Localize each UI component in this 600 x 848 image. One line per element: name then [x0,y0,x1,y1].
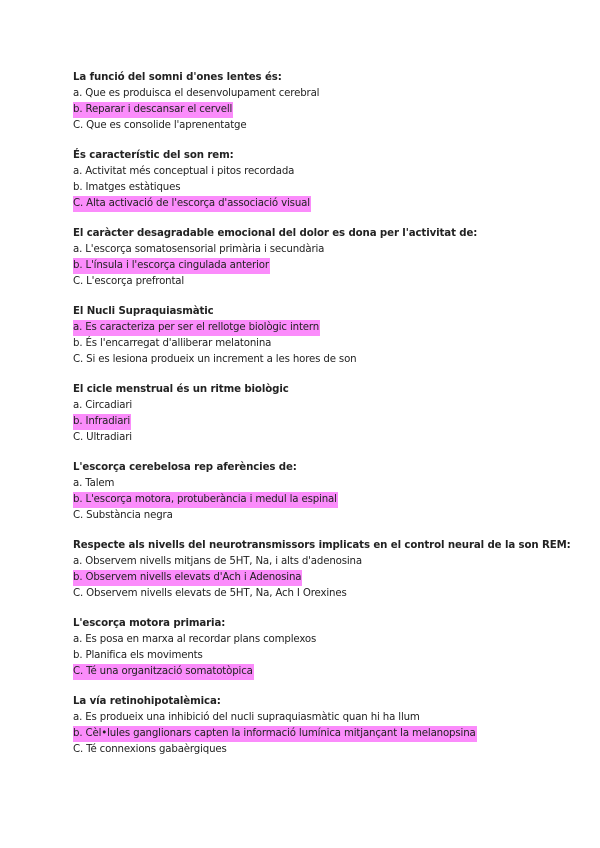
answer-option: a. Observem nivells mitjans de 5HT, Na, i alts d'adenosina [73,556,362,567]
question-title: La funció del somni d'ones lentes és: [73,72,282,83]
answer-option: b. Planifica els moviments [73,650,203,661]
question-title: El Nucli Supraquiasmàtic [73,306,214,317]
question-1 [73,70,573,134]
answer-option: a. Es produeix una inhibició del nucli supraquiasmàtic quan hi ha llum [73,712,420,723]
question-title: L'escorça cerebelosa rep aferències de: [73,462,297,473]
answer-option: a. Es posa en marxa al recordar plans complexos [73,634,317,645]
answer-option: C. Té connexions gabaèrgiques [73,744,227,755]
answer-option-highlighted: b. L'ínsula i l'escorça cingulada anterior [73,258,573,274]
answer-option: a. Circadiari [73,400,133,411]
question-4 [73,304,573,368]
question-9 [73,694,573,758]
answer-option: b. És l'encarregat d'alliberar melatonina [73,338,272,349]
question-title: El cicle menstrual és un ritme biològic [73,384,289,395]
question-title: El caràcter desagradable emocional del dolor es dona per l'activitat de: [73,228,478,239]
question-title: L'escorça motora primaria: [73,618,226,629]
question-2 [73,148,573,212]
answer-option: C. Que es consolide l'aprenentatge [73,120,247,131]
question-7 [73,538,573,602]
answer-option: C. Substància negra [73,510,173,521]
answer-option: C. Observem nivells elevats de 5HT, Na, Ach I Orexines [73,588,347,599]
question-6 [73,460,573,524]
answer-option-highlighted: b. L'escorça motora, protuberància i medul la espinal [73,492,573,508]
question-3 [73,226,573,290]
question-5 [73,382,573,446]
answer-option-highlighted: b. Infradiari [73,414,573,430]
answer-option-highlighted: C. Alta activació de l'escorça d'associació visual [73,196,573,212]
answer-option: a. Que es produisca el desenvolupament cerebral [73,88,320,99]
answer-option-highlighted: b. Observem nivells elevats d'Ach i Adenosina [73,570,573,586]
question-8 [73,616,573,680]
question-title: La vía retinohipotalèmica: [73,696,221,707]
answer-option: C. Ultradiari [73,432,132,443]
answer-option: b. Imatges estàtiques [73,182,181,193]
answer-option-highlighted: b. Cèl•lules ganglionars capten la informació lumínica mitjançant la melanopsina [73,726,573,742]
question-title: És característic del son rem: [73,150,234,161]
answer-option-highlighted: a. Es caracteriza per ser el rellotge biològic intern [73,320,573,336]
answer-option-highlighted: b. Reparar i descansar el cervell [73,102,573,118]
answer-option: a. Talem [73,478,115,489]
answer-option-highlighted: C. Té una organització somatotòpica [73,664,573,680]
answer-option: C. L'escorça prefrontal [73,276,185,287]
answer-option: a. Activitat més conceptual i pitos recordada [73,166,295,177]
answer-option: C. Si es lesiona produeix un increment a les hores de son [73,354,357,365]
question-title: Respecte als nivells del neurotransmissors implicats en el control neural de la son REM: [73,540,571,551]
answer-option: a. L'escorça somatosensorial primària i secundària [73,244,325,255]
quiz-document [73,70,573,772]
